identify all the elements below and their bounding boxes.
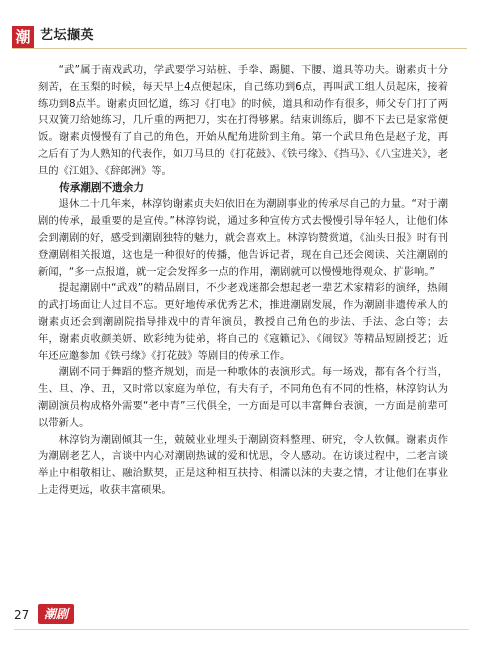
page-header	[0, 0, 489, 46]
article-paragraph: 潮剧不同于舞蹈的整齐规划，而是一种歌体的表演形式。每一场戏，都有各个行当，生、旦、净、丑，又时常以家庭为单位，有夫有子，不同角色有不同的性格，林淳钧认为潮剧演员构成格外需要“老中青”三代俱全，一方面是可以丰富舞台表演，一方面是前辈可以带新人。	[38, 366, 448, 429]
page-number: 27	[14, 608, 30, 622]
article-subheading: 传承潮剧不遗余力	[59, 181, 144, 194]
footer-logo: 潮剧	[38, 604, 74, 624]
article-paragraph: 提起潮剧中“武戏”的精品剧目，不少老戏迷都会想起老一辈艺术家精彩的演绎，热闹的武打场面让人过目不忘。更好地传承优秀艺术，推进潮剧发展，作为潮剧非遗传承人的谢素贞还会到潮剧院指导排戏中的青年演员，教授自己角色的步法、手法、念白等；去年，谢素贞收颜美妍、欧彩纯为徒弟，将自己的《寇籁记》、《闹钗》等精品短剧授艺；近年还应邀参加《铁弓缘》《打花鼓》等剧目的传承工作。	[38, 282, 448, 362]
article-paragraph: 退休二十几年来，林淳钧谢素贞夫妇依旧在为潮剧事业的传承尽自己的力量。“对于潮剧的传承，最重要的是宣传。”林淳钧说，通过多种宣传方式去慢慢引导年轻人，让他们体会到潮剧的好，感受到潮剧独特的魅力，就会喜欢上。林淳钧赞赏道，《汕头日报》时有刊登潮剧相关报道，这也是一种很好的传播，他告诉记者，现在自己还会阅读、关注潮剧的新闻，“多一点报道，就一定会发挥多一点的作用，潮剧就可以慢慢地得观众、扩影响。”	[38, 198, 448, 278]
footer-divider	[14, 629, 469, 630]
article-body	[38, 62, 448, 499]
section-title: 艺坛撷英	[40, 28, 95, 43]
page-footer	[0, 607, 489, 647]
header-divider	[12, 48, 467, 49]
article-paragraph: 林淳钧为潮剧倾其一生，兢兢业业埋头于潮剧资料整理、研究，令人钦佩。谢素贞作为潮剧老艺人，言谈中内心对潮剧热诚的爱和忧思，令人感动。在访谈过程中，二老言谈举止中相敬相让、融洽默契，正是这种相互扶持、相濡以沫的夫妻之情，才让他们在事业上走得更远，收获丰富硕果。	[38, 433, 448, 496]
magazine-logo: 潮	[12, 26, 34, 48]
article-paragraph: “武”属于南戏武功，学武要学习站桩、手拳、踢腿、下腰、道具等功夫。谢素贞十分刻苦，在玉梨的时候，每天早上4点便起床，自己练功到6点，再叫武工组人员起床，接着练功到8点半。谢素贞回忆道，练习《打电》的时候，道具和动作有很多，师父专门打了两只双簧刀给她练习，几斤重的两把刀，实在打得够累。结束训练后，脚不下去已是家常便饭。谢素贞慢慢有了自己的角色，开始从配角进阶到主角。第一个武旦角色是赵子龙，再之后有了为人熟知的代表作，如刀马旦的《打花鼓》、《铁弓缘》、《挡马》、《八宝进关》，老旦的《江姐》、《辞郎洲》等。	[38, 64, 448, 177]
